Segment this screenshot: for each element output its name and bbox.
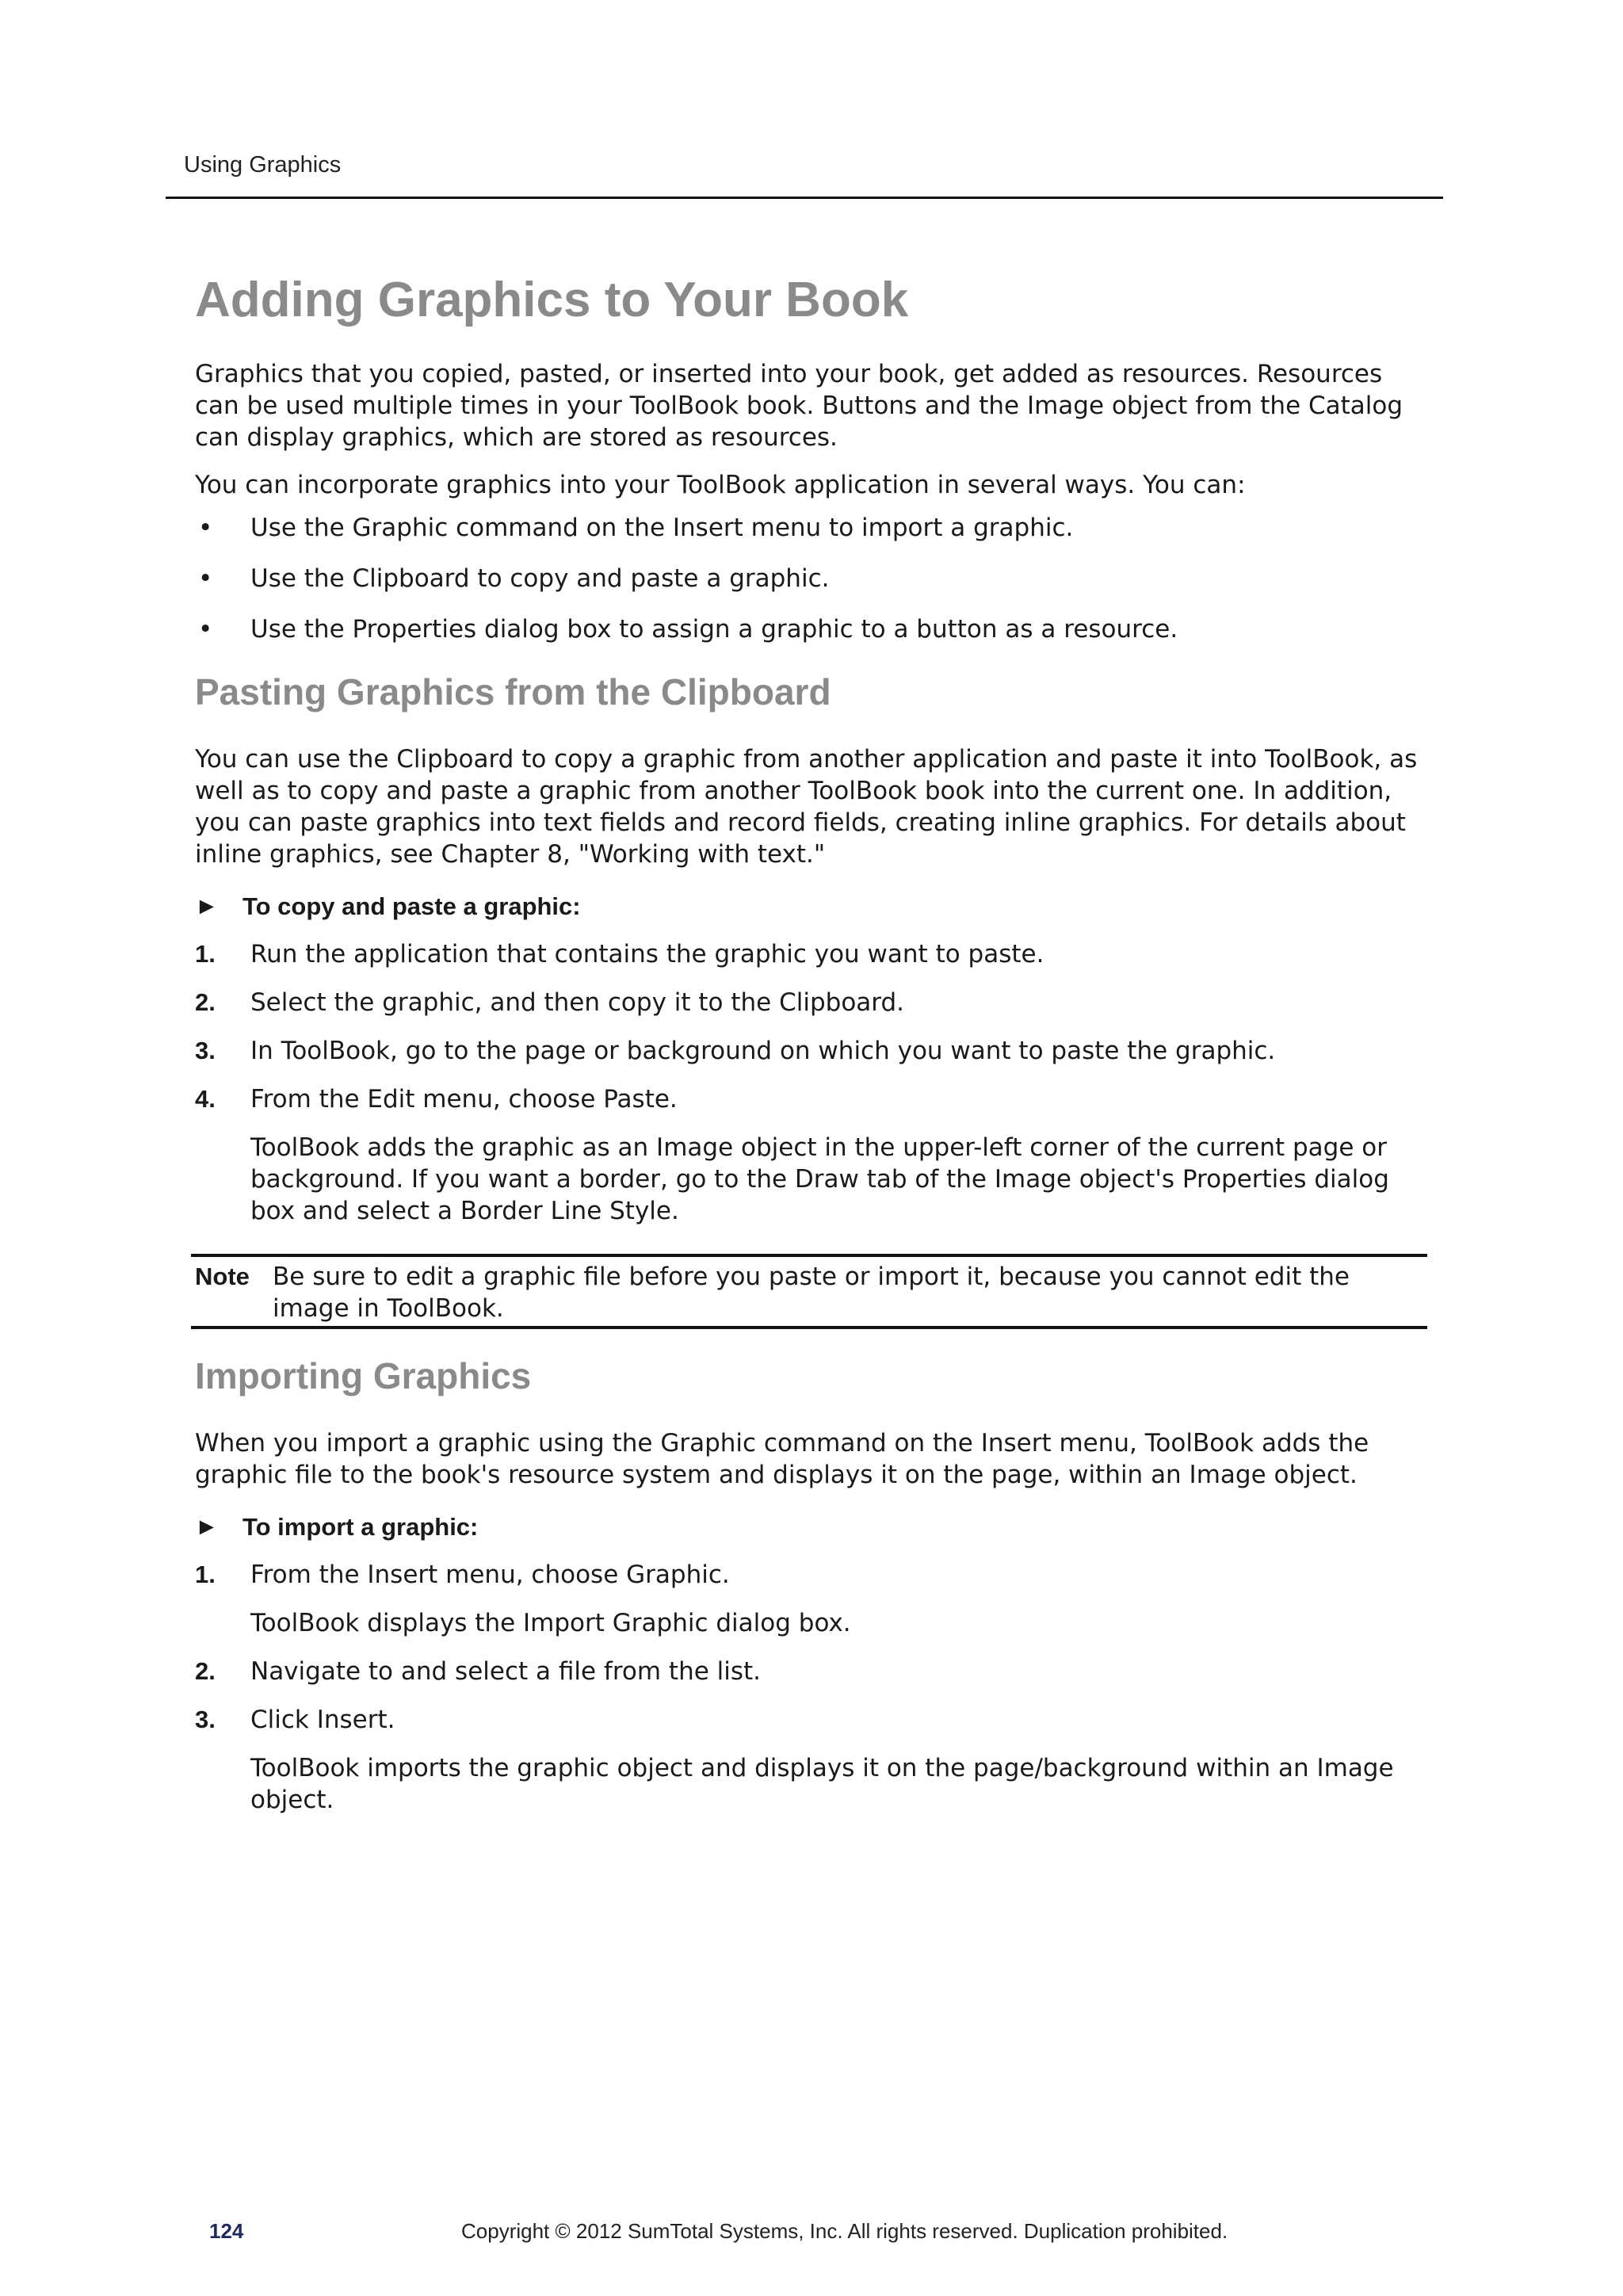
step-text: Select the graphic, and then copy it to the Clipboard.: [250, 988, 905, 1017]
step-text: From the Edit menu, choose Paste.: [250, 1085, 678, 1114]
step-text: Navigate to and select a file from the list.: [250, 1657, 762, 1686]
list-item-text: Use the Properties dialog box to assign a graphic to a button as a resource.: [250, 615, 1178, 644]
procedure-title-text: To copy and paste a graphic:: [242, 892, 581, 920]
step-text: Click Insert.: [250, 1706, 395, 1734]
ways-list: [195, 512, 1423, 645]
step-result: ToolBook imports the graphic object and displays it on the page/background within an Image object.: [250, 1754, 1394, 1814]
page-content: [195, 269, 1423, 1832]
list-item: [195, 613, 1423, 645]
note-label: Note: [195, 1263, 250, 1290]
step-number: 3.: [195, 1037, 216, 1064]
page-number: 124: [209, 2219, 244, 2243]
step-text: In ToolBook, go to the page or background on which you want to paste the graphic.: [250, 1037, 1276, 1065]
running-header: Using Graphics: [184, 152, 342, 178]
header-rule: [166, 197, 1443, 199]
procedure-title-text: To import a graphic:: [242, 1513, 479, 1541]
bullet-icon: •: [198, 615, 213, 644]
step-text: From the Insert menu, choose Graphic.: [250, 1561, 730, 1589]
step-item: [195, 1704, 1423, 1736]
step-item: [195, 938, 1423, 970]
intro-paragraph: You can incorporate graphics into your ToolBook application in several ways. You can:: [195, 471, 1246, 499]
step-number: 2.: [195, 1657, 216, 1685]
step-item: [195, 1656, 1423, 1687]
list-item-text: Use the Clipboard to copy and paste a graphic.: [250, 564, 830, 593]
note-box: [191, 1254, 1427, 1329]
list-item: [195, 563, 1423, 594]
paste-steps: [195, 938, 1423, 1115]
note-text: Be sure to edit a graphic file before you paste or import it, because you cannot edit the image in ToolBook.: [273, 1263, 1350, 1323]
step-number: 2.: [195, 988, 216, 1016]
section-heading-pasting: Pasting Graphics from the Clipboard: [195, 671, 831, 712]
list-item: [195, 512, 1423, 544]
bullet-icon: •: [198, 564, 213, 593]
section-heading-importing: Importing Graphics: [195, 1355, 532, 1396]
step-result: ToolBook adds the graphic as an Image object in the upper-left corner of the current page or background. If you want a border, go to the Draw tab of the Image object's Properties dialog box and select a Border Line Style.: [250, 1133, 1389, 1225]
arrow-icon: ►: [195, 893, 219, 919]
step-text: Run the application that contains the graphic you want to paste.: [250, 940, 1044, 968]
bullet-icon: •: [198, 514, 213, 542]
page-title: Adding Graphics to Your Book: [195, 273, 909, 327]
step-item: [195, 1559, 1423, 1591]
step-item: [195, 1083, 1423, 1115]
step-number: 1.: [195, 940, 216, 968]
step-result: ToolBook displays the Import Graphic dialog box.: [250, 1609, 851, 1637]
import-steps: [195, 1559, 1423, 1591]
procedure-title: [195, 891, 1423, 923]
step-number: 4.: [195, 1085, 216, 1113]
importing-paragraph: When you import a graphic using the Graphic command on the Insert menu, ToolBook adds the graphic file to the book's resource system and displays it on the page, within an Image object.: [195, 1429, 1369, 1489]
copyright-notice: Copyright © 2012 SumTotal Systems, Inc. All rights reserved. Duplication prohibited.: [461, 2219, 1228, 2243]
pasting-paragraph: You can use the Clipboard to copy a graphic from another application and paste it into ToolBook, as well as to copy and paste a graphic from another ToolBook book into the current one. In addition, you can paste graphics into text fields and record fields, creating inline graphics. For details about inline graphics, see Chapter 8, "Working with text.": [195, 745, 1418, 869]
step-number: 3.: [195, 1706, 216, 1733]
import-steps-continued: [195, 1656, 1423, 1736]
step-item: [195, 987, 1423, 1018]
step-number: 1.: [195, 1561, 216, 1588]
intro-paragraph: Graphics that you copied, pasted, or inserted into your book, get added as resources. Resources can be used multiple times in your ToolBook book. Buttons and the Image object from the Catalog can display graphics, which are stored as resources.: [195, 360, 1403, 452]
list-item-text: Use the Graphic command on the Insert menu to import a graphic.: [250, 514, 1074, 542]
arrow-icon: ►: [195, 1514, 219, 1540]
procedure-title: [195, 1511, 1423, 1543]
step-item: [195, 1035, 1423, 1067]
